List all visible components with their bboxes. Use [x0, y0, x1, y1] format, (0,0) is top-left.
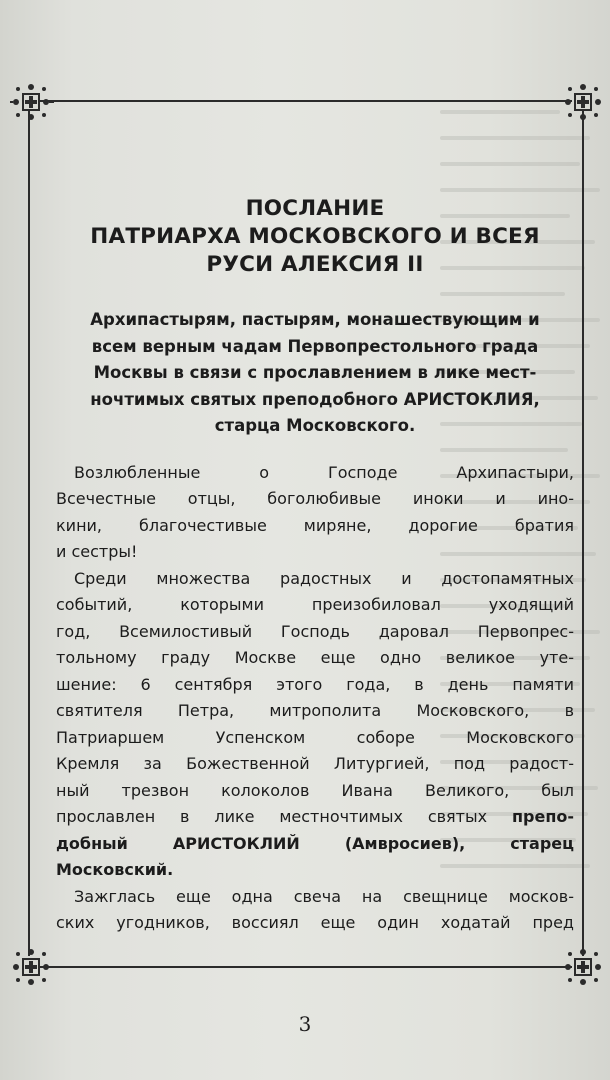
frame-top-line	[38, 100, 572, 102]
paragraph-line-mixed	[56, 804, 574, 831]
epistle-body	[56, 460, 574, 937]
address-line-2: всем верным чадам Первопрестольного града	[91, 336, 539, 356]
paragraph-closing	[56, 884, 574, 937]
page-text	[56, 195, 574, 937]
paragraph-line: кини, благочестивые миряне, дорогие братия	[56, 515, 574, 535]
epistle-title	[56, 195, 574, 279]
page-number: 3	[298, 1012, 312, 1036]
paragraph-line: год, Всемилостивый Господь даровал Первопрес-	[56, 621, 574, 641]
paragraph-line: событий, которыми преизобиловал уходящий	[56, 595, 574, 614]
paragraph-line: ный трезвон колоколов Ивана Великого, был	[56, 780, 574, 800]
address-line-4: ночтимых святых преподобного АРИСТОКЛИЯ,	[90, 389, 540, 409]
paragraph-line-text: прославлен в лике местночтимых святых	[56, 807, 512, 826]
paragraph-line: святителя Петра, митрополита Московского, в	[56, 701, 574, 720]
paragraph-line: Патриаршем Успенском соборе Московского	[56, 727, 574, 747]
saint-name-bold: Московский.	[56, 860, 174, 879]
paragraph-line: шение: 6 сентября этого года, в день памяти	[56, 674, 574, 694]
corner-bottom-right-ornament-icon	[558, 945, 608, 991]
title-line-2: ПАТРИАРХА МОСКОВСКОГО И ВСЕЯ	[90, 224, 540, 249]
paragraph-line: тольному граду Москве еще одно великое уте-	[56, 648, 574, 667]
corner-bottom-left-ornament-icon	[6, 945, 56, 991]
paragraph-main	[56, 566, 574, 884]
frame-left-line	[28, 110, 30, 956]
paragraph-line: Зажглась еще одна свеча на свещнице москов-	[74, 886, 574, 906]
address-line-5: старца Московского.	[214, 416, 416, 435]
paragraph-line: Возлюбленные о Господе Архипастыри,	[74, 462, 574, 482]
saint-name-bold: добный АРИСТОКЛИЙ (Амвросиев), старец	[56, 833, 574, 853]
frame-right-line	[582, 110, 584, 956]
paragraph-line: Всечестные отцы, боголюбивые иноки и ино-	[56, 489, 574, 508]
paragraph-line-bold	[56, 831, 574, 858]
saint-name-bold: препо-	[511, 807, 574, 826]
corner-top-right-ornament-icon	[558, 80, 608, 126]
paragraph-greeting	[56, 460, 574, 566]
paragraph-line-bold	[56, 857, 574, 884]
address-line-3: Москвы в связи с прославлением в лике мест-	[93, 363, 537, 382]
frame-bottom-line	[38, 966, 572, 968]
title-line-3: РУСИ АЛЕКСИЯ II	[206, 252, 424, 277]
title-line-1: ПОСЛАНИЕ	[245, 196, 385, 221]
address-line-1: Архипастырям, пастырям, монашествующим и	[90, 310, 540, 329]
paragraph-line: Кремля за Божественной Литургией, под радост-	[56, 754, 574, 773]
paragraph-line: ских угодников, воссиял еще один ходатай пред	[56, 913, 574, 932]
paragraph-line: и сестры!	[56, 542, 138, 561]
corner-top-left-ornament-icon	[6, 80, 56, 126]
paragraph-line: Среди множества радостных и достопамятных	[74, 568, 574, 588]
epistle-address	[56, 307, 574, 440]
